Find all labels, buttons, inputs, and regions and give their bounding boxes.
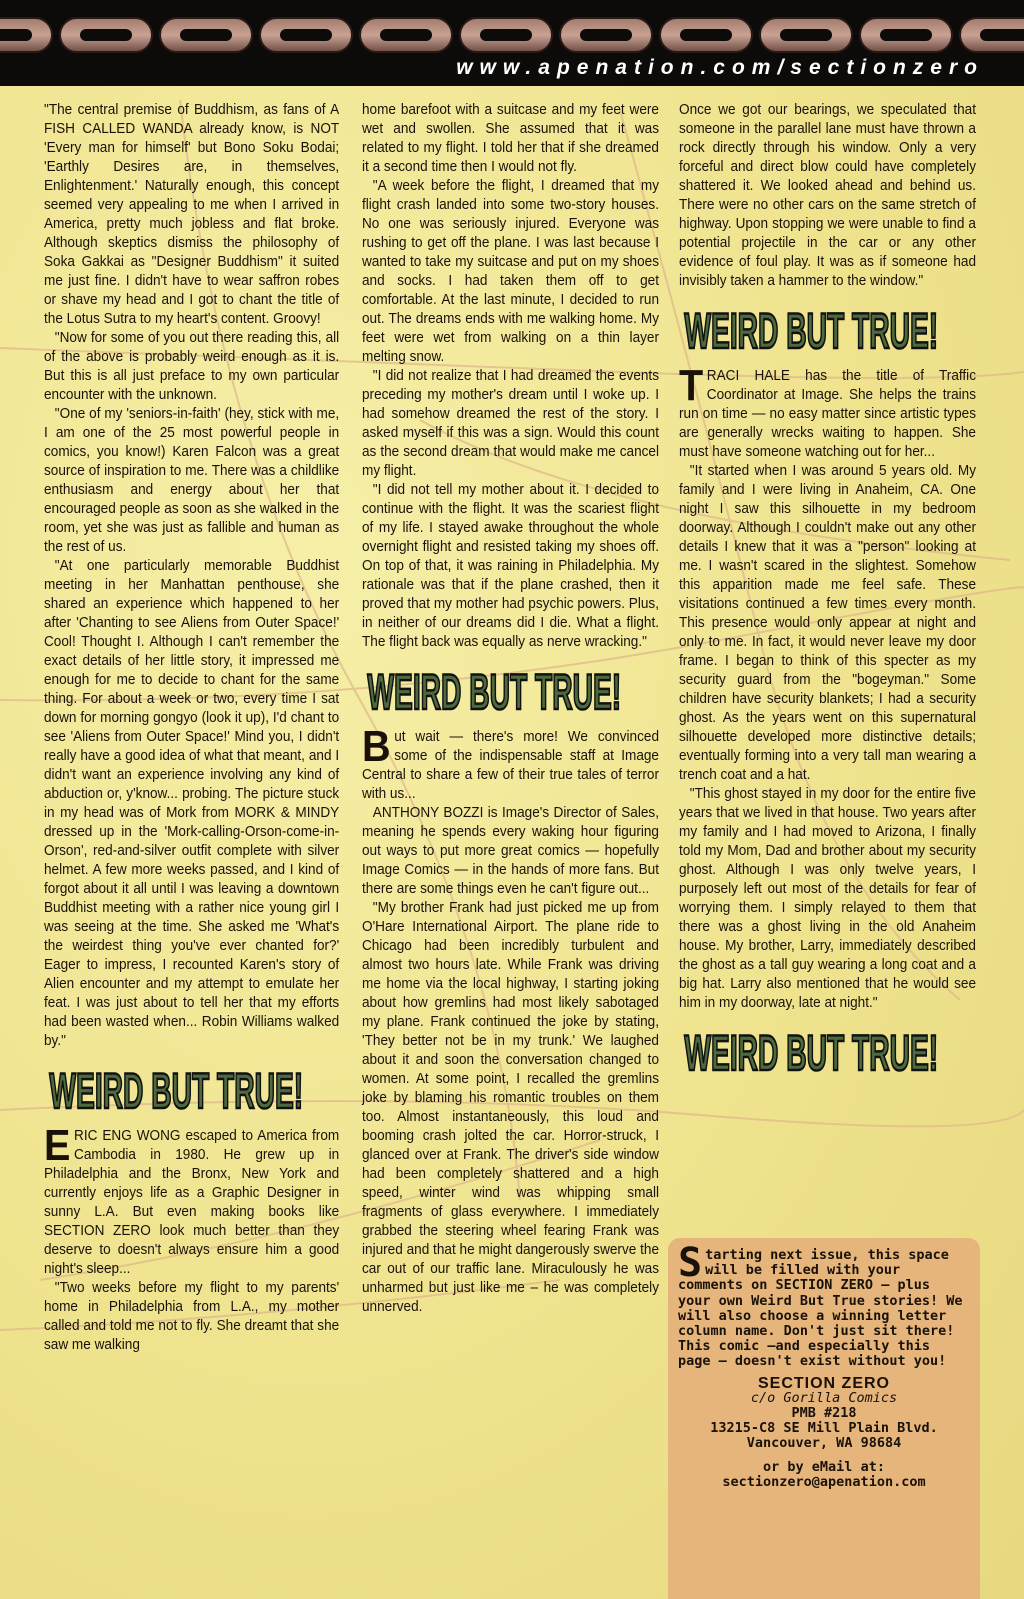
traci-intro <box>679 361 976 461</box>
weird-but-true-logo <box>46 1056 307 1120</box>
paragraph: "The central premise of Buddhism, as fans of A FISH CALLED WANDA already know, is NOT 'Every man for himself' but Bono Soku Bodai; 'Earthly Desires are, in themselves, Enlightenment.' Naturally enough, this concept seemed very appealing to me when I arrived in America, pretty much jobless and flat broke. Although skeptics dismiss the philosophy of Soka Gakkai as "Designer Buddhism" it suited me just fine. I didn't have to wear saffron robes or shave my head and I got to chant the title of the Lotus Sutra to my heart's content. Groovy! <box>44 101 340 327</box>
paragraph: "My brother Frank had just picked me up from O'Hare International Airport. The plane ride to Chicago had been incredibly turbulent and almost two hours late. While Frank was driving me home via the local highway, I starting joking about how gremlins had most likely sabotaged my plane. Frank continued the joke by stating, 'They better not be in my trunk.' We laughed about it and soon the conversation changed to women. At some point, I recalled the gremlins joke by blaming his romantic troubles on them too. Almost instantaneously, this loud and booming crash jolted the car. Horror-struck, I glanced over at Frank. The driver's side window had been completely shattered and a high speed, winter wind was whipping small fragments of glass everywhere. I immediately grabbed the steering wheel fearing Frank was injured and that he might dangerously swerve the car out of our traffic lane. Miraculously he was unharmed but just like me – he was completely unnerved. <box>362 899 659 1315</box>
logo-text: WEIRD BUT TRUE! <box>684 303 939 360</box>
paragraph: "I did not tell my mother about it. I decided to continue with the flight. It was the scariest flight of my life. I stayed awake throughout the whole overnight flight and resisted taking my shoes off. On top of that, it was raining in Philadelphia. My rationale was that if the plane crashed, then it proved that my mother had psychic powers. Plus, in neither of our dreams did I die. What a flight. The flight back was equally as nerve wracking." <box>362 481 659 650</box>
submission-box <box>668 1238 980 1599</box>
column-2 <box>362 100 659 1316</box>
address-line: PMB #218 <box>791 1405 857 1422</box>
paragraph: Once we got our bearings, we speculated that someone in the parallel lane must have thrown a rock directly through his window. Only a very forceful and direct blow could have completely shattered it. We looked ahead and behind us. There were no other cars on the same stretch of highway. Upon stopping we were unable to find a potential projectile in the car or any other evidence of foul play. It was as if someone had invisibly taken a hammer to the window." <box>679 101 976 289</box>
paragraph: "One of my 'seniors-in-faith' (hey, stick with me, I am one of the 25 most powerful people in comics, you know!) Karen Falcon was a great source of inspiration to me. There was a childlike enthusiasm and energy about her that encouraged people as soon as she walked in the room, yet she was just as fallible and human as the rest of us. <box>44 405 340 555</box>
section-zero-brand: SECTION ZERO <box>757 1374 890 1392</box>
address-line: Vancouver, WA 98684 <box>746 1435 902 1452</box>
paragraph: "Now for some of you out there reading this, all of the above is probably weird enough as it is. But this is all just preface to my own particular encounter with the unknown. <box>44 329 340 403</box>
column-3 <box>679 100 976 1088</box>
drop-cap-s: S <box>678 1240 703 1286</box>
drop-cap-e: E <box>44 1121 71 1170</box>
paragraph: "Two weeks before my flight to my parents' home in Philadelphia from L.A., my mother called and told me not to fly. She dreamt that she saw me walking <box>44 1279 340 1353</box>
address-line: c/o Gorilla Comics <box>750 1389 898 1406</box>
anthony-intro: ANTHONY BOZZI is Image's Director of Sales, meaning he spends every waking hour figuring out ways to put more great comics — hopefully Image Comics — in the hands of more fans. But there are some things even he can't figure out... <box>362 804 659 897</box>
but-wait-intro <box>362 722 659 803</box>
eric-intro <box>44 1121 340 1278</box>
eric-intro-text: RIC ENG WONG escaped to America from Cambodia in 1980. He grew up in Philadelphia and the Bronx, New York and currently enjoys life as a Graphic Designer in sunny L.A. But even making books like SECTION ZERO look much better than they deserve to doesn't always ensure him a good night's sleep... <box>44 1127 340 1277</box>
logo-text: WEIRD BUT TRUE! <box>367 664 622 721</box>
email-link[interactable]: sectionzero@apenation.com <box>722 1473 926 1490</box>
chain-pattern <box>0 10 1024 60</box>
submission-message-text: tarting next issue, this space will be filled with your comments on SECTION ZERO — plus your own Weird But True stories! We will also choose a winning letter column name. Don't just sit there! This comic —and especially this page — doesn't exist without you! <box>678 1247 963 1370</box>
paragraph: "This ghost stayed in my door for the entire five years that we lived in that house. Two years after my family and I had moved to Arizona, I finally told my Mom, Dad and brother about my security ghost. Although I was only twelve years, I purposely left out most of the details for fear of worrying them. I simply relayed to them that there was a ghost living in the old Anaheim house. My brother, Larry, immediately described the ghost as a tall guy wearing a long coat and a big hat. Larry also mentioned that he would see him in my doorway, late at night." <box>679 785 976 1011</box>
traci-intro-text: RACI HALE has the title of Traffic Coordinator at Image. She helps the trains run on time — no easy matter since artistic types are generally wrecks waiting to happen. She must have someone watching out for her... <box>679 367 976 460</box>
paragraph: "A week before the flight, I dreamed that my flight crash landed into some two-story houses. No one was seriously injured. Everyone was rushing to get off the plane. I was last because I wanted to take my suitcase and put on my shoes and socks. I had taken them off to get comfortable. At the last minute, I decided to run out. The dreams ends with me walking home. My feet were wet from walking on a thin layer melting snow. <box>362 177 659 365</box>
column-1 <box>44 100 339 1354</box>
logo-text: WEIRD BUT TRUE! <box>49 1063 304 1120</box>
submission-message <box>678 1240 970 1370</box>
weird-but-true-logo <box>364 657 625 721</box>
logo-text: WEIRD BUT TRUE! <box>684 1025 939 1082</box>
header-band <box>0 0 1024 86</box>
paragraph: home barefoot with a suitcase and my feet were wet and swollen. She assumed that it was related to my flight. I told her that if she dreamed it a second time then I would not fly. <box>362 101 659 175</box>
paragraph: "At one particularly memorable Buddhist meeting in her Manhattan penthouse, she shared an experience which happened to her after 'Chanting to see Aliens from Outer Space!' Cool! Thought I. Although I can't remember the exact details of her little story, it impressed me enough for me to decide to chant for the same thing. For about a week or two, every time I sat down for morning gongyo (look it up), I'd chant to see 'Aliens from Outer Space!' Mind you, I didn't really have a good idea of what that meant, and I didn't want an experience involving any kind of abduction or, y'know... probing. The picture stuck in my head was of Mork from MORK & MINDY dressed up in the 'Mork-calling-Orson-come-in-Orson', red-and-silver outfit complete with silver helmet. A few more weeks passed, and I kind of forgot about it all until I was leaving a downtown Buddhist meeting with a rather nice young girl I was seeing at the time. She asked me 'What's the weirdest thing you've ever chanted for?' Eager to impress, I recounted Karen's story of Alien encounter and my attempt to emulate her feat. I was just about to tell her that my efforts had been wasted when... Robin Williams walked by." <box>44 557 340 1049</box>
paragraph: "It started when I was around 5 years old. My family and I were living in Anaheim, CA. One night I saw this silhouette in my bedroom doorway. Although I couldn't make out any other details I knew that it was a "person" looking at me. I wasn't scared in the slightest. Somehow this apparition made me feel safe. These visitations continued a few times every month. This presence would only appear at night and only to me. In fact, it would never leave my door frame. I began to think of this specter as my security guard from the "bogeyman." Some children have security blankets; I had a security ghost. As the years went on this supernatural silhouette developed more distinctive details; eventually forming into a very tall man wearing a trench coat and a hat. <box>679 462 976 783</box>
drop-cap-b: B <box>362 722 391 771</box>
weird-but-true-logo <box>681 296 942 360</box>
but-wait-text: ut wait — there's more! We convinced some of the indispensable staff at Image Central to share a few of their true tales of terror with us... <box>362 728 659 802</box>
website-url[interactable]: www.apenation.com/sectionzero <box>456 56 984 79</box>
drop-cap-t: T <box>679 361 704 410</box>
weird-but-true-logo <box>681 1018 942 1082</box>
email-label: or by eMail at: <box>763 1458 885 1475</box>
paragraph: "I did not realize that I had dreamed the events preceding my mother's dream until I woke up. I had somehow dreamed the rest of the story. I asked myself if this was a sign. Would this count as the second dream that would make me cancel my flight. <box>362 367 659 479</box>
address-line: 13215-C8 SE Mill Plain Blvd. <box>710 1420 938 1437</box>
